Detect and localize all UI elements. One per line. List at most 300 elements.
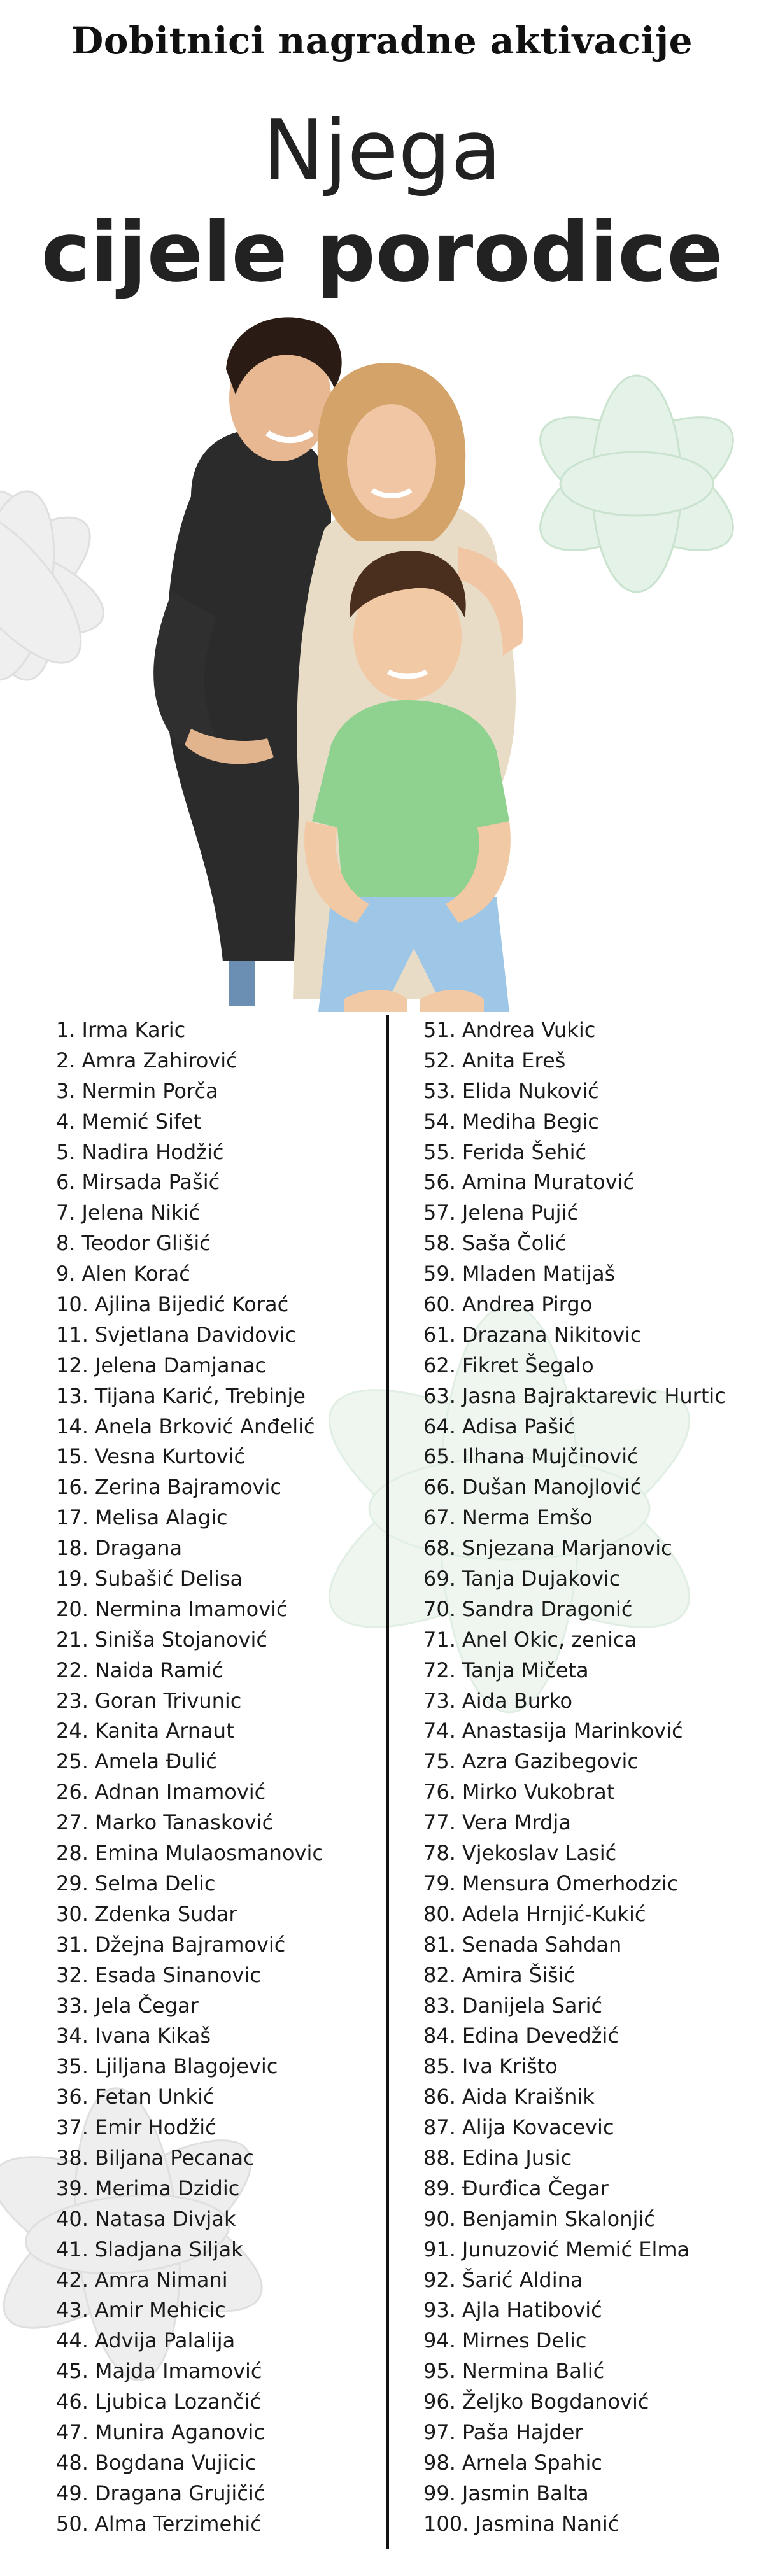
winner-row xyxy=(423,1747,754,1777)
winner-name: Kanita Arnaut xyxy=(94,1719,234,1743)
winner-row xyxy=(56,1686,374,1717)
winner-name: Jasmin Balta xyxy=(462,2481,589,2505)
winner-name: Snjezana Marjanovic xyxy=(462,1536,672,1561)
winner-row xyxy=(423,1228,754,1259)
winner-number: 63. xyxy=(423,1383,456,1408)
winner-row xyxy=(423,2235,754,2265)
winner-row xyxy=(423,1686,754,1717)
winner-name: Amira Šišić xyxy=(462,1962,576,1987)
winner-number: 24. xyxy=(56,1719,88,1743)
winner-row xyxy=(423,2295,754,2326)
winner-number: 42. xyxy=(56,2267,88,2292)
winner-name: Saša Čolić xyxy=(462,1231,567,1256)
winner-number: 28. xyxy=(56,1841,88,1866)
winner-name: Nerma Emšo xyxy=(462,1505,593,1530)
winner-name: Aida Kraišnik xyxy=(462,2085,595,2109)
winner-number: 10. xyxy=(56,1292,88,1317)
winner-number: 17. xyxy=(56,1505,88,1530)
winner-number: 100. xyxy=(423,2511,469,2536)
winner-row xyxy=(56,1594,374,1625)
winner-row xyxy=(423,1564,754,1594)
winner-name: Andrea Pirgo xyxy=(462,1292,593,1317)
winner-name: Marko Tanasković xyxy=(94,1810,274,1835)
winner-name: Tijana Karić, Trebinje xyxy=(94,1383,306,1408)
winner-number: 96. xyxy=(423,2389,456,2414)
winner-name: Mensura Omerhodzic xyxy=(462,1871,679,1896)
winner-number: 21. xyxy=(56,1627,88,1652)
winner-name: Amela Đulić xyxy=(94,1749,217,1774)
winner-number: 62. xyxy=(423,1353,456,1377)
winner-number: 20. xyxy=(56,1596,88,1621)
winner-row xyxy=(56,1320,374,1351)
winner-row xyxy=(56,1259,374,1290)
winner-number: 75. xyxy=(423,1749,456,1774)
winner-number: 6. xyxy=(56,1170,76,1195)
winner-name: Danijela Sarić xyxy=(462,1993,603,2018)
winner-row xyxy=(423,1991,754,2022)
winner-row xyxy=(56,1930,374,1960)
winner-row xyxy=(56,1503,374,1533)
winner-number: 26. xyxy=(56,1780,88,1805)
family-photo xyxy=(0,299,764,1012)
winner-number: 99. xyxy=(423,2481,456,2505)
winner-name: Zerina Bajramovic xyxy=(94,1475,281,1500)
winner-name: Andrea Vukic xyxy=(462,1018,596,1042)
winner-name: Benjamin Skalonjić xyxy=(462,2206,655,2231)
winner-number: 70. xyxy=(423,1596,456,1621)
winner-name: Natasa Divjak xyxy=(94,2206,236,2231)
winner-row xyxy=(56,1564,374,1594)
winner-number: 66. xyxy=(423,1475,456,1500)
winner-row xyxy=(423,2265,754,2296)
winner-row xyxy=(423,1137,754,1168)
winners-list xyxy=(0,1015,764,2576)
winner-name: Amina Muratović xyxy=(462,1170,635,1195)
winner-name: Munira Aganovic xyxy=(94,2419,265,2444)
winner-name: Svjetlana Davidovic xyxy=(94,1322,297,1347)
winner-row xyxy=(423,1777,754,1808)
winner-name: Jasna Bajraktarevic Hurtic xyxy=(462,1383,726,1408)
winner-row xyxy=(423,1046,754,1076)
winner-number: 15. xyxy=(56,1444,88,1469)
winner-name: Jelena Nikić xyxy=(81,1200,201,1225)
winner-row xyxy=(56,1198,374,1228)
winner-number: 16. xyxy=(56,1475,88,1500)
winner-row xyxy=(423,1869,754,1899)
winner-row xyxy=(423,1381,754,1412)
winner-name: Nermina Balić xyxy=(462,2359,605,2384)
winner-number: 78. xyxy=(423,1841,456,1866)
winner-row xyxy=(56,2509,374,2540)
winner-row xyxy=(423,1716,754,1747)
winner-row xyxy=(56,1899,374,1930)
winners-column-right xyxy=(423,1015,754,2540)
winner-name: Emir Hodžić xyxy=(94,2115,216,2140)
winner-name: Vesna Kurtović xyxy=(94,1444,246,1469)
winner-number: 49. xyxy=(56,2481,88,2505)
winner-name: Sandra Dragonić xyxy=(462,1596,633,1621)
winner-row xyxy=(56,2479,374,2509)
winner-name: Junuzović Memić Elma xyxy=(462,2237,690,2262)
winner-row xyxy=(56,2235,374,2265)
winner-number: 55. xyxy=(423,1139,456,1164)
winner-name: Edina Devedžić xyxy=(462,2023,619,2048)
winner-row xyxy=(56,1777,374,1808)
winner-name: Ferida Šehić xyxy=(462,1139,587,1164)
winner-name: Ljiljana Blagojevic xyxy=(94,2054,278,2079)
winner-row xyxy=(423,2204,754,2235)
winner-row xyxy=(423,1442,754,1472)
winner-number: 29. xyxy=(56,1871,88,1896)
winner-row xyxy=(423,1930,754,1960)
winner-row xyxy=(56,1747,374,1777)
winner-row xyxy=(423,2418,754,2448)
winner-row xyxy=(56,1076,374,1107)
winner-number: 39. xyxy=(56,2176,88,2200)
winner-number: 41. xyxy=(56,2237,88,2262)
winner-name: Jelena Damjanac xyxy=(94,1353,267,1377)
winner-row xyxy=(56,2082,374,2113)
winner-row xyxy=(56,1046,374,1076)
winner-number: 61. xyxy=(423,1322,456,1347)
winner-name: Merima Dzidic xyxy=(94,2176,240,2200)
winner-name: Paša Hajder xyxy=(462,2419,583,2444)
winner-row xyxy=(423,2113,754,2143)
winner-name: Jela Čegar xyxy=(94,1993,199,2018)
winner-number: 98. xyxy=(423,2450,456,2475)
winner-row xyxy=(56,1351,374,1381)
winner-name: Dušan Manojlović xyxy=(462,1475,642,1500)
winner-number: 91. xyxy=(423,2237,456,2262)
winner-name: Siniša Stojanović xyxy=(94,1627,267,1652)
winner-number: 92. xyxy=(423,2267,456,2292)
winner-number: 51. xyxy=(423,1018,456,1042)
winner-row xyxy=(56,1625,374,1656)
winner-number: 81. xyxy=(423,1932,456,1957)
winner-row xyxy=(56,1412,374,1442)
winner-number: 77. xyxy=(423,1810,456,1835)
winner-number: 93. xyxy=(423,2298,456,2323)
winner-row xyxy=(56,1533,374,1564)
winner-name: Fikret Šegalo xyxy=(462,1353,594,1377)
winner-name: Nadira Hodžić xyxy=(81,1139,224,1164)
winner-name: Amir Mehicic xyxy=(94,2298,226,2323)
winner-row xyxy=(423,1808,754,1838)
winner-number: 7. xyxy=(56,1200,76,1225)
winner-number: 89. xyxy=(423,2176,456,2200)
winner-row xyxy=(56,2204,374,2235)
winner-name: Biljana Pecanac xyxy=(94,2145,255,2170)
winner-name: Emina Mulaosmanovic xyxy=(94,1841,323,1866)
winner-number: 60. xyxy=(423,1292,456,1317)
winner-number: 54. xyxy=(423,1109,456,1134)
winner-row xyxy=(56,2052,374,2082)
winner-number: 73. xyxy=(423,1688,456,1713)
winner-name: Amra Nimani xyxy=(94,2267,228,2292)
winner-row xyxy=(423,1472,754,1503)
winner-name: Majda Imamović xyxy=(94,2359,262,2384)
winner-row xyxy=(423,1351,754,1381)
winner-number: 67. xyxy=(423,1505,456,1530)
winner-row xyxy=(56,2418,374,2448)
winner-number: 44. xyxy=(56,2328,88,2353)
winner-row xyxy=(423,2387,754,2418)
winner-name: Nermin Porča xyxy=(81,1078,218,1103)
winner-name: Amra Zahirović xyxy=(81,1048,237,1073)
winner-number: 72. xyxy=(423,1658,456,1682)
winner-name: Mediha Begic xyxy=(462,1109,599,1134)
winner-number: 12. xyxy=(56,1353,88,1377)
winner-number: 43. xyxy=(56,2298,88,2323)
winner-number: 56. xyxy=(423,1170,456,1195)
winner-number: 37. xyxy=(56,2115,88,2140)
winner-row xyxy=(423,1320,754,1351)
winner-name: Ivana Kikaš xyxy=(94,2023,211,2048)
winner-row xyxy=(56,1015,374,1046)
winner-number: 31. xyxy=(56,1932,88,1957)
winner-row xyxy=(56,1960,374,1991)
winner-number: 4. xyxy=(56,1109,76,1134)
winner-number: 46. xyxy=(56,2389,88,2414)
winner-name: Anastasija Marinković xyxy=(462,1719,683,1743)
winner-name: Adisa Pašić xyxy=(462,1414,576,1439)
winner-name: Anela Brković Anđelić xyxy=(94,1414,315,1439)
column-divider xyxy=(386,1015,389,2549)
winner-number: 69. xyxy=(423,1566,456,1591)
winner-name: Esada Sinanovic xyxy=(94,1962,261,1987)
winner-number: 65. xyxy=(423,1444,456,1469)
winner-number: 58. xyxy=(423,1231,456,1256)
winner-row xyxy=(423,1198,754,1228)
winner-number: 76. xyxy=(423,1780,456,1805)
winner-number: 34. xyxy=(56,2023,88,2048)
winner-number: 35. xyxy=(56,2054,88,2079)
winner-name: Irma Karic xyxy=(81,1018,186,1042)
winner-row xyxy=(56,1472,374,1503)
winner-name: Arnela Spahic xyxy=(462,2450,603,2475)
winner-number: 94. xyxy=(423,2328,456,2353)
winner-number: 22. xyxy=(56,1658,88,1682)
top-title: Dobitnici nagradne aktivacije xyxy=(71,19,693,62)
winner-row xyxy=(56,1167,374,1198)
winner-row xyxy=(56,2265,374,2296)
main-title: cijele porodice xyxy=(41,204,723,300)
winner-row xyxy=(56,1716,374,1747)
winner-name: Selma Delic xyxy=(94,1871,216,1896)
winner-number: 83. xyxy=(423,1993,456,2018)
winners-column-left xyxy=(56,1015,374,2540)
winner-name: Jasmina Nanić xyxy=(475,2511,619,2536)
winner-name: Dragana xyxy=(94,1536,183,1561)
winner-name: Drazana Nikitovic xyxy=(462,1322,642,1347)
winner-number: 5. xyxy=(56,1139,76,1164)
winner-number: 97. xyxy=(423,2419,456,2444)
winner-number: 11. xyxy=(56,1322,88,1347)
winner-number: 14. xyxy=(56,1414,88,1439)
winner-row xyxy=(423,1656,754,1686)
winner-row xyxy=(56,2113,374,2143)
winner-number: 53. xyxy=(423,1078,456,1103)
winner-row xyxy=(423,1107,754,1137)
winner-row xyxy=(56,2387,374,2418)
winner-number: 64. xyxy=(423,1414,456,1439)
winner-name: Đurđica Čegar xyxy=(462,2176,609,2200)
winner-row xyxy=(56,2021,374,2052)
winner-row xyxy=(56,1442,374,1472)
winner-name: Džejna Bajramović xyxy=(94,1932,286,1957)
winner-row xyxy=(423,1838,754,1869)
winner-name: Naida Ramić xyxy=(94,1658,223,1682)
winner-name: Vera Mrdja xyxy=(462,1810,571,1835)
winner-name: Adnan Imamović xyxy=(94,1780,266,1805)
winner-name: Šarić Aldina xyxy=(462,2267,583,2292)
winner-name: Mirnes Delic xyxy=(462,2328,587,2353)
winner-number: 13. xyxy=(56,1383,88,1408)
winner-name: Senada Sahdan xyxy=(462,1932,622,1957)
winner-row xyxy=(423,1594,754,1625)
winner-row xyxy=(423,2509,754,2540)
winner-row xyxy=(423,2174,754,2204)
winner-name: Azra Gazibegovic xyxy=(462,1749,639,1774)
winner-number: 38. xyxy=(56,2145,88,2170)
winner-name: Fetan Unkić xyxy=(94,2085,215,2109)
winner-name: Alma Terzimehić xyxy=(94,2511,262,2536)
winner-name: Tanja Dujakovic xyxy=(462,1566,621,1591)
winner-name: Adela Hrnjić-Kukić xyxy=(462,1901,646,1926)
winner-row xyxy=(56,1991,374,2022)
winner-row xyxy=(56,1808,374,1838)
winner-number: 32. xyxy=(56,1962,88,1987)
winner-name: Mirko Vukobrat xyxy=(462,1780,615,1805)
winner-number: 88. xyxy=(423,2145,456,2170)
winner-number: 80. xyxy=(423,1901,456,1926)
winner-number: 27. xyxy=(56,1810,88,1835)
winner-row xyxy=(56,1290,374,1320)
winner-name: Zdenka Sudar xyxy=(94,1901,237,1926)
winner-row xyxy=(423,2143,754,2174)
winner-name: Anita Ereš xyxy=(462,1048,566,1073)
winner-name: Memić Sifet xyxy=(81,1109,202,1134)
winner-row xyxy=(423,2021,754,2052)
winner-row xyxy=(423,2082,754,2113)
winner-row xyxy=(56,1107,374,1137)
winner-row xyxy=(423,1076,754,1107)
winner-row xyxy=(423,2448,754,2479)
winner-row xyxy=(56,1656,374,1686)
winner-row xyxy=(423,1899,754,1930)
winner-row xyxy=(56,1137,374,1168)
winner-name: Iva Krišto xyxy=(462,2054,558,2079)
winner-name: Mladen Matijaš xyxy=(462,1262,616,1286)
winner-row xyxy=(423,1503,754,1533)
winner-row xyxy=(56,2326,374,2356)
winner-name: Ljubica Lozančić xyxy=(94,2389,262,2414)
winner-row xyxy=(423,1960,754,1991)
winner-name: Aida Burko xyxy=(462,1688,573,1713)
winner-number: 33. xyxy=(56,1993,88,2018)
winner-number: 68. xyxy=(423,1536,456,1561)
sub-title: Njega xyxy=(262,102,502,199)
winner-row xyxy=(56,1869,374,1899)
winner-number: 82. xyxy=(423,1962,456,1987)
winner-name: Alija Kovacevic xyxy=(462,2115,614,2140)
winner-number: 57. xyxy=(423,1200,456,1225)
winner-row xyxy=(56,2295,374,2326)
winner-number: 86. xyxy=(423,2085,456,2109)
winner-name: Sladjana Siljak xyxy=(94,2237,243,2262)
winner-row xyxy=(423,1412,754,1442)
winner-row xyxy=(56,2143,374,2174)
winner-number: 47. xyxy=(56,2419,88,2444)
winner-name: Dragana Grujičić xyxy=(94,2481,265,2505)
winner-number: 9. xyxy=(56,1262,76,1286)
winner-name: Nermina Imamović xyxy=(94,1596,288,1621)
winner-row xyxy=(423,1259,754,1290)
winner-row xyxy=(56,2174,374,2204)
winner-name: Jelena Pujić xyxy=(462,1200,579,1225)
winner-number: 52. xyxy=(423,1048,456,1073)
winner-row xyxy=(423,2356,754,2387)
winner-row xyxy=(56,2448,374,2479)
winner-number: 59. xyxy=(423,1262,456,1286)
winner-number: 95. xyxy=(423,2359,456,2384)
winner-number: 45. xyxy=(56,2359,88,2384)
winner-number: 84. xyxy=(423,2023,456,2048)
winner-number: 40. xyxy=(56,2206,88,2231)
winner-row xyxy=(56,1381,374,1412)
winner-number: 36. xyxy=(56,2085,88,2109)
winner-row xyxy=(423,2479,754,2509)
winner-name: Melisa Alagic xyxy=(94,1505,228,1530)
winner-number: 2. xyxy=(56,1048,76,1073)
winner-number: 25. xyxy=(56,1749,88,1774)
winner-number: 71. xyxy=(423,1627,456,1652)
winner-name: Vjekoslav Lasić xyxy=(462,1841,617,1866)
winner-name: Željko Bogdanović xyxy=(462,2389,649,2414)
winner-number: 74. xyxy=(423,1719,456,1743)
winner-row xyxy=(423,1533,754,1564)
winner-name: Alen Korać xyxy=(81,1262,190,1286)
winner-row xyxy=(423,1625,754,1656)
winner-row xyxy=(423,1167,754,1198)
winner-name: Edina Jusic xyxy=(462,2145,572,2170)
winner-number: 85. xyxy=(423,2054,456,2079)
winner-name: Mirsada Pašić xyxy=(81,1170,220,1195)
winner-name: Goran Trivunic xyxy=(94,1688,242,1713)
winner-number: 1. xyxy=(56,1018,76,1042)
winner-row xyxy=(56,2356,374,2387)
winner-number: 8. xyxy=(56,1231,76,1256)
winner-number: 30. xyxy=(56,1901,88,1926)
winner-number: 23. xyxy=(56,1688,88,1713)
winner-name: Advija Palalija xyxy=(94,2328,236,2353)
winner-row xyxy=(423,2052,754,2082)
winner-row xyxy=(423,2326,754,2356)
winner-name: Bogdana Vujicic xyxy=(94,2450,257,2475)
winner-name: Elida Nuković xyxy=(462,1078,599,1103)
winner-number: 50. xyxy=(56,2511,88,2536)
winner-name: Tanja Mičeta xyxy=(462,1658,589,1682)
winner-number: 79. xyxy=(423,1871,456,1896)
winner-name: Teodor Glišić xyxy=(81,1231,211,1256)
winner-row xyxy=(423,1290,754,1320)
winner-name: Anel Okic, zenica xyxy=(462,1627,637,1652)
winner-name: Ajla Hatibović xyxy=(462,2298,602,2323)
winner-name: Subašić Delisa xyxy=(94,1566,243,1591)
winner-number: 48. xyxy=(56,2450,88,2475)
winner-number: 90. xyxy=(423,2206,456,2231)
winner-name: Ajlina Bijedić Korać xyxy=(94,1292,289,1317)
